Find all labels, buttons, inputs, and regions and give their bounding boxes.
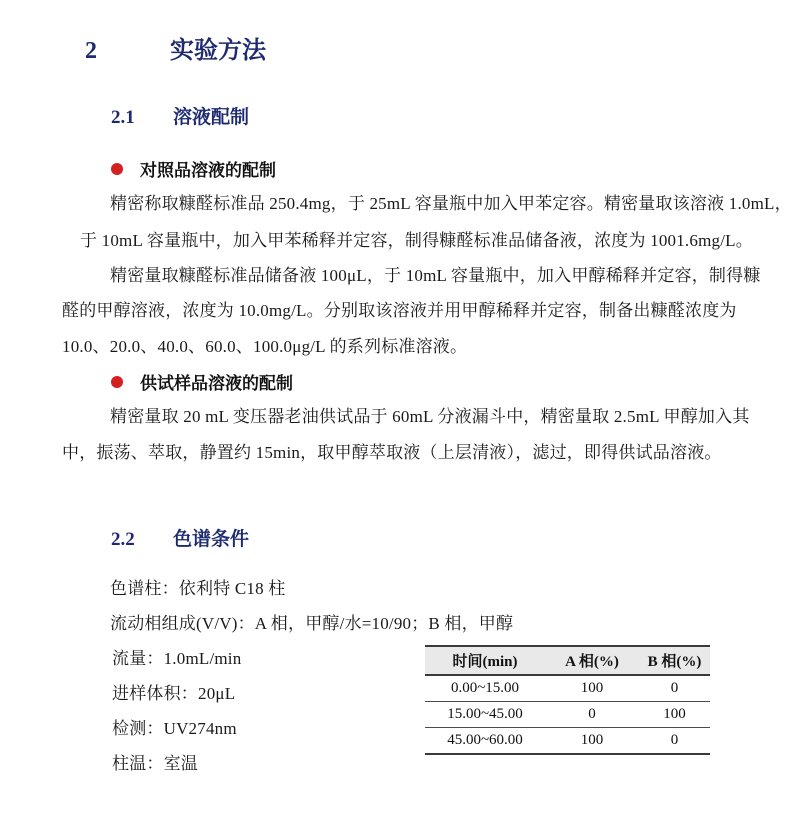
condition-flow-rate: 流量：1.0mL/min	[112, 649, 242, 668]
table-cell: 0	[639, 728, 710, 755]
bullet-item-sample-solution	[111, 369, 293, 394]
paragraph-line: 中，振荡、萃取，静置约 15min，取甲醇萃取液（上层清液），滤过，即得供试品溶液。	[62, 443, 722, 462]
paragraph-line: 精密称取糠醛标准品 250.4mg，于 25mL 容量瓶中加入甲苯定容。精密量取该溶液 1.0mL，	[110, 194, 792, 213]
table-cell: 45.00~60.00	[425, 728, 545, 755]
section-number: 2	[85, 38, 97, 64]
table-cell: 100	[545, 728, 639, 755]
table-header-time: 时间(min)	[425, 646, 545, 675]
table-cell: 0	[545, 702, 639, 728]
paragraph-line: 醛的甲醇溶液，浓度为 10.0mg/L。分别取该溶液并用甲醇稀释并定容，制备出糠醛浓度为	[62, 301, 737, 320]
subsection-heading-solution-prep	[111, 104, 249, 132]
table-header-row	[425, 646, 710, 675]
bullet-icon	[111, 163, 123, 175]
bullet-icon	[111, 376, 123, 388]
table-row	[425, 728, 710, 755]
paragraph-line: 精密量取糠醛标准品储备液 100μL，于 10mL 容量瓶中，加入甲醇稀释并定容，制得糠	[110, 266, 761, 285]
bullet-item-reference-solution	[111, 156, 276, 181]
subsection-number: 2.2	[111, 529, 135, 550]
condition-injection-volume: 进样体积：20μL	[112, 684, 236, 703]
paragraph-line: 精密量取 20 mL 变压器老油供试品于 60mL 分液漏斗中，精密量取 2.5mL 甲醇加入其	[110, 407, 750, 426]
paragraph-line: 10.0、20.0、40.0、60.0、100.0μg/L 的系列标准溶液。	[62, 337, 468, 356]
section-heading	[85, 34, 266, 68]
subsection-title: 色谱条件	[173, 529, 250, 550]
paragraph-line: 于 10mL 容量瓶中，加入甲苯稀释并定容，制得糠醛标准品储备液，浓度为 1001.6mg/L。	[80, 231, 753, 250]
table-cell: 0	[639, 675, 710, 702]
condition-detection: 检测：UV274nm	[112, 719, 237, 738]
table-row	[425, 702, 710, 728]
table-cell: 100	[639, 702, 710, 728]
subsection-number: 2.1	[111, 107, 135, 128]
condition-mobile-phase: 流动相组成(V/V)：A 相，甲醇/水=10/90；B 相，甲醇	[110, 614, 514, 633]
gradient-table	[425, 645, 710, 755]
table-header-phase-a: A 相(%)	[545, 646, 639, 675]
section-title: 实验方法	[170, 38, 266, 64]
table-row	[425, 675, 710, 702]
table-cell: 0.00~15.00	[425, 675, 545, 702]
bullet-label: 供试样品溶液的配制	[140, 374, 293, 393]
condition-column: 色谱柱：依利特 C18 柱	[110, 579, 286, 598]
table-header-phase-b: B 相(%)	[639, 646, 710, 675]
table-cell: 15.00~45.00	[425, 702, 545, 728]
table-cell: 100	[545, 675, 639, 702]
condition-column-temp: 柱温：室温	[112, 754, 198, 773]
bullet-label: 对照品溶液的配制	[140, 161, 276, 180]
subsection-heading-chromatography	[111, 526, 249, 554]
subsection-title: 溶液配制	[173, 107, 250, 128]
